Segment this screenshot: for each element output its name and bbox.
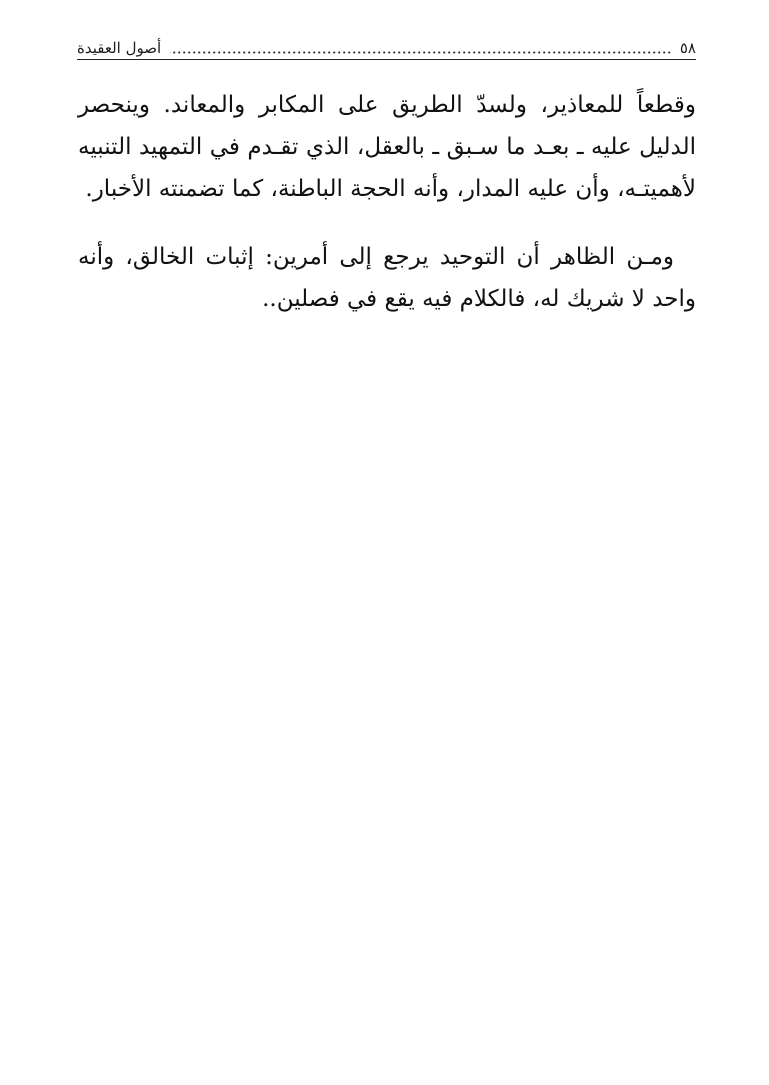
body-text (78, 84, 696, 320)
paragraph-tawhid: ومـن الظاهر أن التوحيد يرجع إلى أمرين: إثبات الخالق، وأنه واحد لا شريك له، فالكلام فيه يقع في فصلين.. (78, 244, 696, 312)
dot-leader (170, 41, 672, 55)
header-rule (77, 59, 696, 60)
running-header (77, 35, 696, 57)
book-title: أصول العقيدة (77, 39, 162, 57)
page-number: ٥٨ (679, 39, 696, 57)
paragraph-intro: وقطعاً للمعاذير، ولسدّ الطريق على المكابر والمعاند. وينحصر الدليل عليه ـ بعـد ما سـبق ـ بالعقل، الذي تقـدم في التمهيد التنبيه لأهميتـه، وأن عليه المدار، وأنه الحجة الباطنة، كما تضمنته الأخبار. (78, 92, 696, 202)
